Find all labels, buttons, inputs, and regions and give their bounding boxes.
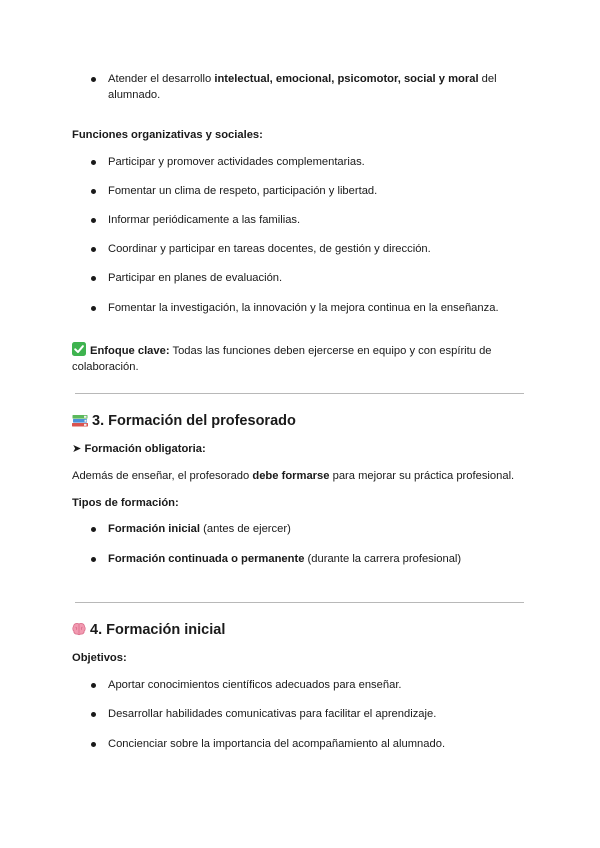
section-title-formacion-profesorado: 3. Formación del profesorado [72,411,296,431]
list-item: Aportar conocimientos científicos adecuados para enseñar. [108,677,528,693]
brain-icon [72,622,86,636]
list-item: Coordinar y participar en tareas docentes, de gestión y dirección. [108,241,528,257]
section-subheading-tipos: Tipos de formación: [72,497,179,509]
list-item: Participar en planes de evaluación. [108,270,528,286]
section-title-formacion-inicial: 4. Formación inicial [72,620,225,640]
list-item: Fomentar la investigación, la innovación y la mejora continua en la enseñanza. [108,300,528,316]
list-item: Formación continuada o permanente (durante la carrera profesional) [108,551,528,567]
enfoque-clave-paragraph: Enfoque clave: Todas las funciones deben ejercerse en equipo y con espíritu de colaboración. [72,342,527,375]
books-icon [72,413,88,427]
enfoque-label: Enfoque clave: [90,345,170,357]
section-subheading-objetivos: Objetivos: [72,652,127,664]
list-item: Formación inicial (antes de ejercer) [108,521,528,537]
section-subheading-obligatoria: ➤ Formación obligatoria: [72,443,206,455]
list-item: Fomentar un clima de respeto, participación y libertad. [108,183,528,199]
list-item: Concienciar sobre la importancia del acompañamiento al alumnado. [108,736,528,752]
check-mark-icon [72,342,86,356]
divider [75,393,524,394]
list-item-desarrollo: Atender el desarrollo intelectual, emocional, psicomotor, social y moral del alumnado. [108,71,528,103]
list-item: Informar periódicamente a las familias. [108,212,528,228]
list-item: Desarrollar habilidades comunicativas para facilitar el aprendizaje. [108,706,528,722]
section-subheading-organizativas: Funciones organizativas y sociales: [72,129,263,141]
bold-text: intelectual, emocional, psicomotor, social y moral [214,73,479,85]
paragraph-formacion: Además de enseñar, el profesorado debe formarse para mejorar su práctica profesional. [72,470,515,482]
divider [75,602,524,603]
list-item: Participar y promover actividades complementarias. [108,154,528,170]
